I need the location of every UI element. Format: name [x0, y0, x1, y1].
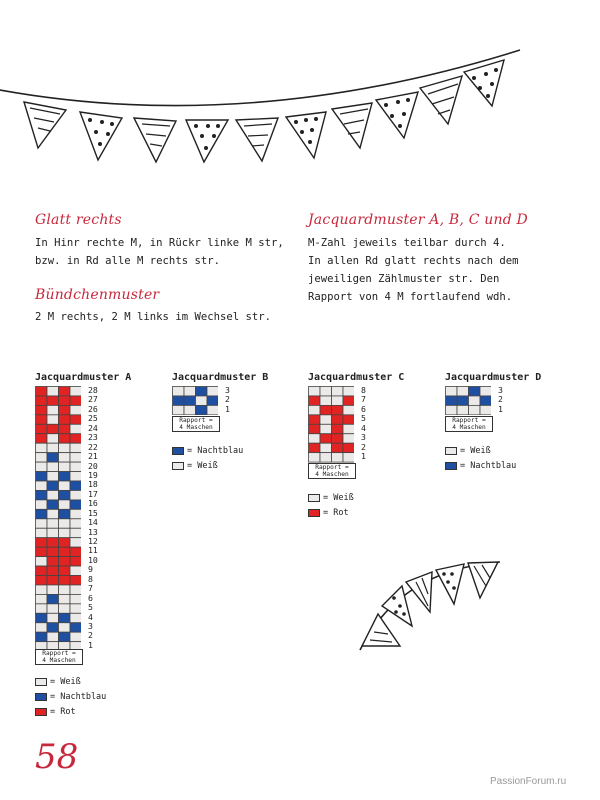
row-number: 3 [88, 620, 93, 631]
buendchenmuster-text [35, 308, 295, 326]
chart-a-cell [58, 462, 69, 471]
glatt-rechts-text [35, 234, 295, 270]
chart-d-legend [445, 443, 516, 473]
chart-d-cell [457, 405, 468, 414]
chart-b-row-numbers [225, 386, 230, 414]
chart-a-cell [36, 566, 47, 575]
chart-a-cell [70, 509, 81, 518]
chart-b-cell [207, 405, 218, 414]
chart-a-cell [58, 453, 69, 462]
text-line: 2 M rechts, 2 M links im Wechsel str. [35, 311, 271, 323]
chart-a-cell [58, 396, 69, 405]
chart-a-cell [47, 387, 58, 396]
chart-d-cell [446, 386, 457, 395]
chart-a-cell [36, 405, 47, 414]
chart-d-cell [480, 405, 491, 414]
chart-b-grid [172, 386, 218, 415]
row-number: 28 [88, 385, 98, 395]
chart-a-cell [58, 481, 69, 490]
chart-a-cell [47, 623, 58, 632]
chart-d-cell [468, 405, 479, 414]
rapport-line: 4 Maschen [452, 424, 486, 431]
chart-a-cell [70, 632, 81, 641]
chart-a-cell [36, 538, 47, 547]
chart-c-cell [320, 396, 331, 405]
chart-a-cell [36, 387, 47, 396]
chart-a-cell [47, 443, 58, 452]
legend-swatch [172, 447, 184, 455]
chart-a-cell [70, 566, 81, 575]
row-number: 20 [88, 460, 98, 471]
chart-c-cell [343, 405, 354, 414]
chart-c-cell [320, 405, 331, 414]
legend-label: = Weiß [50, 676, 81, 687]
chart-a-cell [58, 632, 69, 641]
chart-d-cell [468, 386, 479, 395]
chart-a-cell [36, 585, 47, 594]
chart-c-cell [331, 424, 342, 433]
row-number: 27 [88, 394, 98, 405]
legend-swatch [172, 462, 184, 470]
chart-a-cell [58, 575, 69, 584]
chart-a-cell [70, 519, 81, 528]
chart-a-cell [58, 509, 69, 518]
row-number: 1 [225, 403, 230, 414]
chart-b-cell [195, 386, 206, 395]
legend-swatch [35, 678, 47, 686]
chart-a-cell [58, 566, 69, 575]
chart-a-cell [70, 557, 81, 566]
chart-a-cell [70, 547, 81, 556]
chart-a-cell [58, 424, 69, 433]
legend-label: = Weiß [187, 460, 218, 471]
row-number: 26 [88, 403, 98, 414]
chart-c-cell [343, 443, 354, 452]
row-number: 1 [498, 403, 503, 414]
chart-c-cell [309, 434, 320, 443]
rapport-line: 4 Maschen [315, 471, 349, 478]
chart-a-cell [36, 453, 47, 462]
chart-d-cell [480, 396, 491, 405]
chart-b-cell [195, 396, 206, 405]
chart-c-cell [331, 434, 342, 443]
chart-a-cell [70, 387, 81, 396]
chart-a-cell [36, 434, 47, 443]
chart-c-cell [331, 386, 342, 395]
chart-a-cell [47, 566, 58, 575]
chart-a-cell [70, 415, 81, 424]
chart-a-cell [58, 443, 69, 452]
chart-b-cell [173, 386, 184, 395]
chart-c-cell [309, 453, 320, 462]
row-number: 5 [88, 602, 93, 613]
row-number: 7 [88, 583, 93, 594]
legend-swatch [445, 462, 457, 470]
chart-c-cell [343, 434, 354, 443]
chart-d-cell [446, 405, 457, 414]
row-number: 1 [88, 639, 93, 650]
chart-a-cell [70, 453, 81, 462]
legend-item [445, 458, 516, 473]
chart-a-cell [47, 632, 58, 641]
legend-item [308, 505, 354, 520]
chart-b-cell [184, 405, 195, 414]
text-line: In Hinr rechte M, in Rückr linke M str, [35, 237, 284, 249]
chart-a-cell [36, 604, 47, 613]
chart-d-cell [457, 396, 468, 405]
row-number: 3 [361, 432, 366, 443]
jacquard-text [308, 234, 578, 306]
chart-d-cell [480, 386, 491, 395]
chart-a-cell [70, 405, 81, 414]
chart-a-cell [36, 396, 47, 405]
chart-c-cell [320, 434, 331, 443]
chart-a-cell [58, 528, 69, 537]
legend-label: = Weiß [323, 492, 354, 503]
row-number: 17 [88, 488, 98, 499]
row-number: 12 [88, 536, 98, 546]
chart-b-rapport-box [172, 416, 220, 432]
chart-c-grid [308, 386, 354, 463]
chart-a-cell [70, 585, 81, 594]
chart-a-row-numbers [88, 386, 98, 650]
row-number: 7 [361, 394, 366, 405]
row-number: 8 [88, 573, 93, 584]
chart-b-cell [207, 396, 218, 405]
chart-b-cell [173, 396, 184, 405]
chart-a-cell [36, 500, 47, 509]
row-number: 4 [361, 422, 366, 433]
chart-a-cell [36, 472, 47, 481]
chart-a-cell [47, 509, 58, 518]
chart-a-cell [58, 387, 69, 396]
chart-b-title: Jacquardmuster B [172, 372, 269, 383]
row-number: 5 [361, 413, 366, 424]
chart-a-cell [47, 472, 58, 481]
chart-a-cell [36, 528, 47, 537]
chart-a-cell [47, 538, 58, 547]
chart-c-cell [320, 443, 331, 452]
chart-a-cell [58, 405, 69, 414]
legend-item [35, 689, 106, 704]
row-number: 15 [88, 507, 98, 518]
chart-a-cell [47, 585, 58, 594]
chart-c-cell [320, 386, 331, 395]
legend-swatch [308, 494, 320, 502]
chart-c-cell [331, 405, 342, 414]
chart-a-cell [70, 613, 81, 622]
jacquard-heading: Jacquardmuster A, B, C und D [308, 212, 528, 228]
chart-a-cell [47, 528, 58, 537]
chart-a-cell [58, 547, 69, 556]
chart-a-cell [58, 519, 69, 528]
chart-c-cell [331, 396, 342, 405]
rapport-line: Rapport = [452, 417, 486, 424]
row-number: 2 [225, 394, 230, 405]
chart-c-cell [343, 415, 354, 424]
chart-a-cell [36, 509, 47, 518]
row-number: 10 [88, 554, 98, 565]
text-line: In allen Rd glatt rechts nach dem [308, 255, 519, 267]
chart-d-cell [457, 386, 468, 395]
bunting-garland-bottom-illustration [340, 550, 520, 660]
legend-label: = Nachtblau [460, 460, 517, 471]
chart-c-cell [343, 424, 354, 433]
watermark-text: PassionForum.ru [490, 776, 567, 787]
chart-c-cell [343, 396, 354, 405]
row-number: 8 [361, 385, 366, 395]
chart-c-cell [331, 415, 342, 424]
chart-a-cell [36, 519, 47, 528]
chart-c-rapport-box [308, 463, 356, 479]
chart-c-cell [309, 415, 320, 424]
chart-a-cell [47, 500, 58, 509]
row-number: 21 [88, 451, 98, 462]
chart-a-cell [47, 547, 58, 556]
chart-a-cell [47, 415, 58, 424]
chart-a-cell [47, 575, 58, 584]
row-number: 1 [361, 451, 366, 462]
row-number: 19 [88, 469, 98, 480]
chart-a-cell [58, 472, 69, 481]
chart-a-cell [70, 594, 81, 603]
chart-a-grid [35, 386, 81, 652]
chart-b-cell [195, 405, 206, 414]
glatt-rechts-heading: Glatt rechts [35, 212, 122, 228]
chart-a-cell [58, 557, 69, 566]
chart-a-cell [58, 623, 69, 632]
chart-a-cell [47, 434, 58, 443]
chart-a-cell [36, 575, 47, 584]
chart-c-cell [309, 386, 320, 395]
row-number: 4 [88, 611, 93, 622]
text-line: jeweiligen Zählmuster str. Den [308, 273, 500, 285]
legend-label: = Rot [323, 507, 349, 518]
legend-item [35, 704, 106, 719]
chart-d-cell [446, 396, 457, 405]
chart-a-cell [36, 490, 47, 499]
legend-swatch [445, 447, 457, 455]
chart-a-cell [70, 434, 81, 443]
chart-a-cell [70, 528, 81, 537]
page-number: 58 [35, 737, 79, 777]
row-number: 9 [88, 564, 93, 575]
legend-item [172, 443, 243, 458]
rapport-line: Rapport = [315, 464, 349, 471]
legend-label: = Weiß [460, 445, 491, 456]
chart-d-grid [445, 386, 491, 415]
chart-c-cell [320, 453, 331, 462]
chart-a-cell [47, 424, 58, 433]
legend-swatch [308, 509, 320, 517]
chart-a-cell [58, 500, 69, 509]
chart-a-cell [70, 575, 81, 584]
row-number: 14 [88, 517, 98, 528]
chart-c-title: Jacquardmuster C [308, 372, 405, 383]
chart-a-cell [58, 585, 69, 594]
chart-a-cell [47, 481, 58, 490]
row-number: 3 [225, 385, 230, 395]
chart-a-cell [70, 490, 81, 499]
chart-c-cell [331, 453, 342, 462]
buendchenmuster-heading: Bündchenmuster [35, 287, 160, 303]
legend-item [172, 458, 243, 473]
chart-d-row-numbers [498, 386, 503, 414]
chart-a-cell [70, 462, 81, 471]
legend-item [445, 443, 516, 458]
text-line: bzw. in Rd alle M rechts str. [35, 255, 220, 267]
legend-swatch [35, 693, 47, 701]
row-number: 6 [88, 592, 93, 603]
rapport-line: Rapport = [179, 417, 213, 424]
row-number: 16 [88, 498, 98, 509]
bunting-garland-top-illustration [0, 40, 600, 170]
chart-a-cell [70, 396, 81, 405]
chart-a-cell [70, 538, 81, 547]
chart-b-cell [184, 386, 195, 395]
chart-a-cell [70, 623, 81, 632]
row-number: 24 [88, 422, 98, 433]
row-number: 3 [498, 385, 503, 395]
chart-a-cell [70, 443, 81, 452]
chart-c-cell [309, 405, 320, 414]
rapport-line: 4 Maschen [42, 657, 76, 664]
chart-a-cell [47, 490, 58, 499]
row-number: 2 [498, 394, 503, 405]
chart-c-legend [308, 490, 354, 520]
chart-c-cell [309, 396, 320, 405]
chart-c-cell [320, 415, 331, 424]
chart-a-cell [36, 613, 47, 622]
row-number: 2 [88, 630, 93, 641]
row-number: 6 [361, 403, 366, 414]
chart-a-cell [70, 481, 81, 490]
row-number: 13 [88, 526, 98, 537]
chart-c-cell [309, 424, 320, 433]
chart-c-cell [320, 424, 331, 433]
text-line: Rapport von 4 M fortlaufend wdh. [308, 291, 513, 303]
chart-c-cell [343, 453, 354, 462]
chart-a-cell [58, 604, 69, 613]
chart-d-rapport-box [445, 416, 493, 432]
chart-a-cell [47, 396, 58, 405]
chart-a-cell [70, 472, 81, 481]
chart-a-cell [36, 424, 47, 433]
chart-c-cell [331, 443, 342, 452]
chart-a-cell [36, 547, 47, 556]
chart-a-cell [58, 434, 69, 443]
chart-a-cell [47, 557, 58, 566]
chart-a-cell [36, 623, 47, 632]
legend-item [35, 674, 106, 689]
chart-a-cell [70, 424, 81, 433]
chart-a-cell [36, 415, 47, 424]
chart-a-cell [36, 443, 47, 452]
legend-label: = Rot [50, 706, 76, 717]
rapport-line: 4 Maschen [179, 424, 213, 431]
chart-b-cell [207, 386, 218, 395]
chart-a-cell [47, 519, 58, 528]
row-number: 25 [88, 413, 98, 424]
chart-a-cell [36, 462, 47, 471]
chart-b-cell [184, 396, 195, 405]
chart-d-cell [468, 396, 479, 405]
row-number: 23 [88, 432, 98, 443]
row-number: 18 [88, 479, 98, 490]
legend-swatch [35, 708, 47, 716]
row-number: 22 [88, 441, 98, 452]
legend-label: = Nachtblau [50, 691, 107, 702]
rapport-line: Rapport = [42, 650, 76, 657]
chart-a-cell [47, 604, 58, 613]
legend-item [308, 490, 354, 505]
legend-label: = Nachtblau [187, 445, 244, 456]
chart-a-cell [58, 415, 69, 424]
row-number: 2 [361, 441, 366, 452]
chart-a-cell [58, 490, 69, 499]
chart-b-legend [172, 443, 243, 473]
chart-a-cell [70, 604, 81, 613]
row-number: 11 [88, 545, 98, 556]
chart-a-cell [47, 405, 58, 414]
chart-c-row-numbers [361, 386, 366, 462]
chart-a-cell [36, 557, 47, 566]
chart-d-title: Jacquardmuster D [445, 372, 542, 383]
chart-c-cell [343, 386, 354, 395]
chart-a-cell [58, 538, 69, 547]
chart-a-cell [47, 453, 58, 462]
chart-a-cell [70, 500, 81, 509]
chart-a-legend [35, 674, 106, 719]
chart-c-cell [309, 443, 320, 452]
chart-a-cell [36, 594, 47, 603]
chart-a-cell [47, 594, 58, 603]
chart-a-cell [36, 481, 47, 490]
chart-a-cell [47, 613, 58, 622]
chart-a-rapport-box [35, 649, 83, 665]
chart-a-title: Jacquardmuster A [35, 372, 132, 383]
chart-a-cell [36, 632, 47, 641]
chart-a-cell [47, 462, 58, 471]
chart-a-cell [58, 594, 69, 603]
chart-a-cell [58, 613, 69, 622]
text-line: M-Zahl jeweils teilbar durch 4. [308, 237, 506, 249]
chart-b-cell [173, 405, 184, 414]
